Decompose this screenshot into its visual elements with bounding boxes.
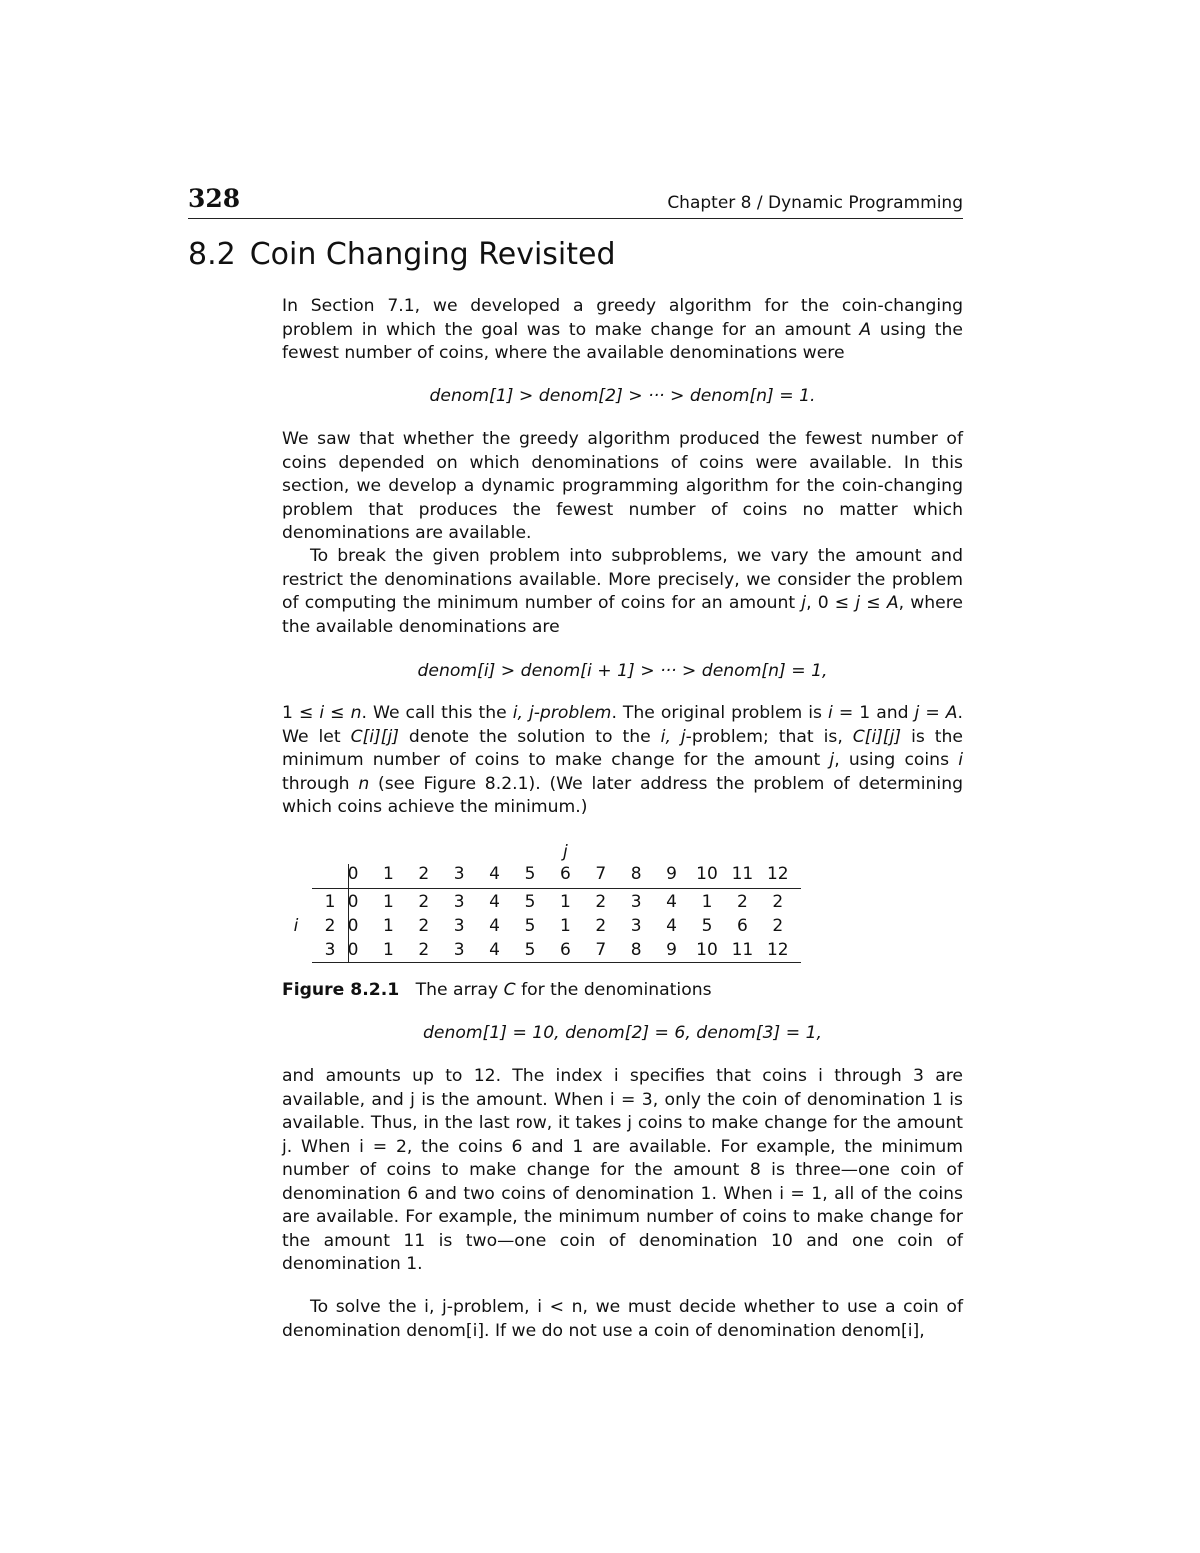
equation-denom-subrange: denom[i] > denom[i + 1] > ··· > denom[n] = 1, (417, 661, 828, 681)
table-cell: 9 (666, 940, 677, 960)
table-cell: 10 (696, 940, 718, 960)
table-cell: 1 (559, 892, 571, 912)
column-header: 9 (666, 864, 677, 884)
row-label: 2 (324, 916, 336, 936)
table-cell: 2 (418, 940, 430, 960)
table-cell: 0 (347, 892, 359, 912)
paragraph-greedy-result: We saw that whether the greedy algorithm produced the fewest number of coins depended on which denominations of coins were available. In this section, we develop a dynamic programming algorithm for the coin-changing problem that produces the fewest number of coins no matter which denominations are available. (282, 429, 963, 543)
section-number: 8.2 (188, 237, 236, 272)
column-header: 7 (595, 864, 607, 884)
table-cell: 5 (524, 940, 536, 960)
figure-label: Figure 8.2.1 (282, 980, 400, 1000)
table-cell: 2 (736, 892, 748, 912)
equation-denominations: denom[1] = 10, denom[2] = 6, denom[3] = 1, (423, 1023, 822, 1043)
column-header: 4 (489, 864, 500, 884)
table-cell: 6 (736, 916, 748, 936)
table-cell: 6 (559, 940, 571, 960)
table-cell: 2 (595, 892, 607, 912)
table-cell: 7 (595, 940, 607, 960)
table-cell: 3 (630, 916, 642, 936)
column-header: 2 (418, 864, 430, 884)
figure-caption: Figure 8.2.1 The array C for the denominations (282, 980, 712, 1000)
column-header: 10 (696, 864, 718, 884)
paragraph-explanation: and amounts up to 12. The index i specifies that coins i through 3 are available, and j is the amount. When i = 3, only the coin of denomination 1 is available. Thus, in the last row, it takes j coins to make change for the amount j. When i = 2, the coins 6 and 1 are available. For example, the minimum number of coins to make change for the amount 8 is three—one coin of denomination 6 and two coins of denomination 1. When i = 1, all of the coins are available. For example, the minimum number of coins to make change for the amount 11 is two—one coin of denomination 10 and one coin of denomination 1. (282, 1066, 963, 1274)
table-cell: 1 (382, 940, 394, 960)
table-rule-top (312, 888, 801, 889)
page-number: 328 (188, 184, 241, 213)
running-header: Chapter 8 / Dynamic Programming (667, 193, 963, 213)
paragraph-solve: To solve the i, j-problem, i < n, we must decide whether to use a coin of denomination denom[i]. If we do not use a coin of denomination denom[i], (282, 1297, 963, 1341)
column-header: 5 (524, 864, 536, 884)
section-title: Coin Changing Revisited (249, 237, 616, 272)
table-cell: 4 (666, 916, 677, 936)
table-cell: 3 (453, 892, 465, 912)
table-rule-bottom (312, 962, 801, 963)
table-cell: 1 (559, 916, 571, 936)
table-cell: 1 (382, 892, 394, 912)
column-header: 1 (382, 864, 394, 884)
table-cell: 2 (418, 892, 430, 912)
paragraph-subproblems: To break the given problem into subproblems, we vary the amount and restrict the denominations available. More precisely, we consider the problem of computing the minimum number of coins for an amount j, 0 ≤ j ≤ A, where the available denominations are (282, 546, 963, 637)
table-cell: 2 (772, 892, 784, 912)
table-cell: 0 (347, 940, 359, 960)
table-cell: 3 (630, 892, 642, 912)
table-cell: 11 (731, 940, 754, 960)
row-label: 3 (324, 940, 336, 960)
table-cell: 5 (701, 916, 713, 936)
table-cell: 5 (524, 916, 536, 936)
row-variable: i (293, 916, 299, 936)
table-cell: 2 (418, 916, 430, 936)
section-heading (188, 237, 616, 272)
paragraph-definition: 1 ≤ i ≤ n. We call this the i, j-problem. The original problem is i = 1 and j = A. We let C[i][j] denote the solution to the i, j-problem; that is, C[i][j] is the minimum number of coins to make change for the amount j, using coins i through n (see Figure 8.2.1). (We later address the problem of determining which coins achieve the minimum.) (282, 703, 963, 817)
table-cell: 4 (666, 892, 677, 912)
table-cell: 2 (772, 916, 784, 936)
column-header: 6 (559, 864, 571, 884)
table-cell: 3 (453, 940, 465, 960)
row-label: 1 (324, 892, 336, 912)
column-header: 11 (731, 864, 754, 884)
header-rule (188, 218, 963, 219)
table-cell: 2 (595, 916, 607, 936)
table-cell: 3 (453, 916, 465, 936)
table-cell: 5 (524, 892, 536, 912)
table-cell: 1 (701, 892, 713, 912)
paragraph-intro: In Section 7.1, we developed a greedy algorithm for the coin-changing problem in which the goal was to make change for an amount A using the fewest number of coins, where the available denominations were (282, 296, 963, 363)
table-cell: 1 (382, 916, 394, 936)
column-header: 12 (766, 864, 789, 884)
column-header: 8 (630, 864, 642, 884)
column-variable: j (563, 842, 568, 862)
table-cell: 8 (630, 940, 642, 960)
table-cell: 0 (347, 916, 359, 936)
equation-denom-order: denom[1] > denom[2] > ··· > denom[n] = 1. (429, 386, 816, 406)
column-header: 3 (453, 864, 465, 884)
column-header: 0 (347, 864, 359, 884)
table-cell: 4 (489, 892, 500, 912)
table-cell: 12 (766, 940, 789, 960)
table-cell: 4 (489, 916, 500, 936)
table-cell: 4 (489, 940, 500, 960)
